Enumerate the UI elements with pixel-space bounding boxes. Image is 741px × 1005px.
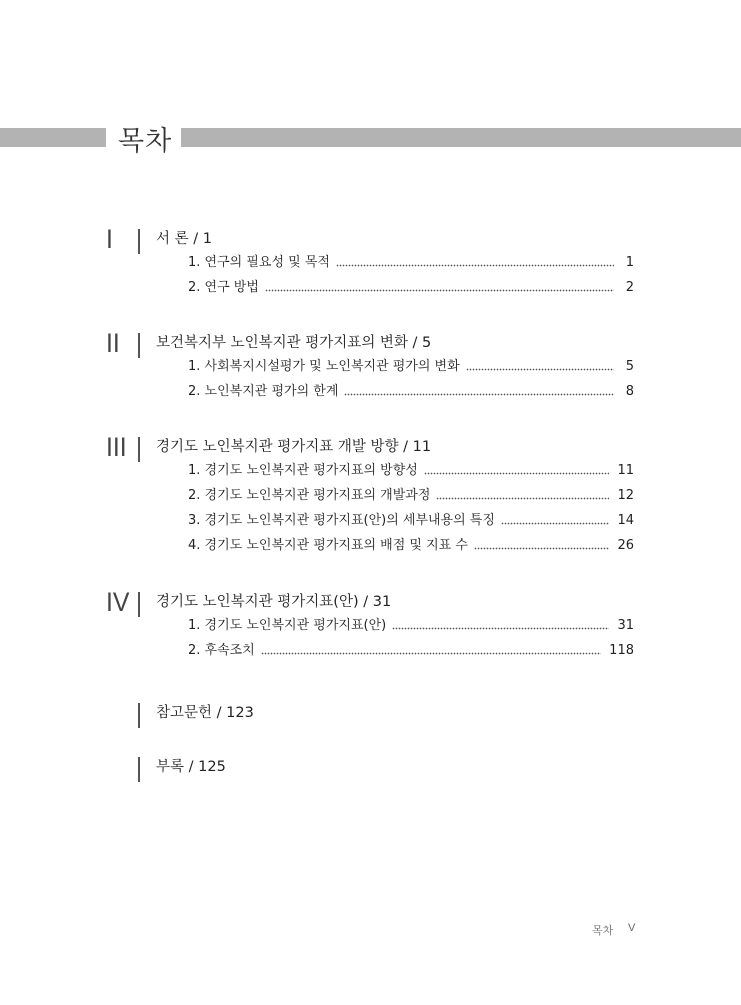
page-title: 목차 xyxy=(118,126,173,157)
part-numeral-3: III xyxy=(106,432,127,462)
part-numeral-4: IV xyxy=(106,587,130,617)
toc-entry-page: 1 xyxy=(625,255,634,270)
toc-entry[interactable] xyxy=(188,510,634,528)
toc-entry[interactable] xyxy=(188,356,634,374)
part-divider-3 xyxy=(138,437,140,462)
toc-entry-label: 4. 경기도 노인복지관 평가지표의 배점 및 지표 수 xyxy=(188,538,468,553)
toc-entry[interactable] xyxy=(188,615,634,633)
title-bar-right xyxy=(181,128,741,147)
references-title[interactable]: 참고문헌 / 123 xyxy=(156,705,254,721)
toc-entry-page: 118 xyxy=(609,643,634,658)
toc-entry-label: 2. 노인복지관 평가의 한계 xyxy=(188,384,339,399)
part-title-3[interactable]: 경기도 노인복지관 평가지표 개발 방향 / 11 xyxy=(156,439,432,455)
dot-leader xyxy=(474,542,610,550)
references-divider xyxy=(138,703,140,728)
part-divider-2 xyxy=(138,333,140,358)
toc-entry[interactable] xyxy=(188,535,634,553)
toc-entry[interactable] xyxy=(188,485,634,503)
dot-leader xyxy=(336,259,614,267)
toc-entry[interactable] xyxy=(188,381,634,399)
part-title-1[interactable]: 서 론 / 1 xyxy=(156,231,212,247)
toc-entry-page: 26 xyxy=(617,538,634,553)
toc-entry-page: 31 xyxy=(617,618,634,633)
toc-entry-label: 2. 연구 방법 xyxy=(188,280,259,295)
toc-entry[interactable] xyxy=(188,640,634,658)
part-numeral-1: I xyxy=(106,224,113,254)
dot-leader xyxy=(344,388,614,396)
footer-page-number: V xyxy=(628,922,636,934)
toc-entry-label: 3. 경기도 노인복지관 평가지표(안)의 세부내용의 특징 xyxy=(188,513,495,528)
toc-entry-page: 11 xyxy=(617,463,634,478)
appendix-title[interactable]: 부록 / 125 xyxy=(156,759,226,775)
appendix-divider xyxy=(138,757,140,782)
toc-entry-label: 1. 경기도 노인복지관 평가지표의 방향성 xyxy=(188,463,418,478)
toc-entry[interactable] xyxy=(188,460,634,478)
dot-leader xyxy=(436,492,609,500)
part-divider-4 xyxy=(138,592,140,617)
toc-entry-page: 14 xyxy=(617,513,634,528)
toc-entry-page: 12 xyxy=(617,488,634,503)
toc-entry[interactable] xyxy=(188,277,634,295)
dot-leader xyxy=(265,284,614,292)
part-title-2[interactable]: 보건복지부 노인복지관 평가지표의 변화 / 5 xyxy=(156,335,432,351)
toc-entry-page: 2 xyxy=(625,280,634,295)
footer-section-label: 목차 xyxy=(592,924,614,937)
dot-leader xyxy=(424,467,610,475)
part-numeral-2: II xyxy=(106,328,120,358)
title-bar-left xyxy=(0,128,106,147)
dot-leader xyxy=(261,647,601,655)
dot-leader xyxy=(392,622,609,630)
toc-entry-label: 2. 경기도 노인복지관 평가지표의 개발과정 xyxy=(188,488,431,503)
toc-entry-label: 2. 후속조치 xyxy=(188,643,255,658)
part-divider-1 xyxy=(138,229,140,254)
toc-entry-label: 1. 경기도 노인복지관 평가지표(안) xyxy=(188,618,387,633)
toc-entry[interactable] xyxy=(188,252,634,270)
toc-entry-label: 1. 사회복지시설평가 및 노인복지관 평가의 변화 xyxy=(188,359,460,374)
dot-leader xyxy=(466,363,614,371)
toc-entry-label: 1. 연구의 필요성 및 목적 xyxy=(188,255,330,270)
toc-entry-page: 8 xyxy=(625,384,634,399)
part-title-4[interactable]: 경기도 노인복지관 평가지표(안) / 31 xyxy=(156,594,392,610)
toc-entry-page: 5 xyxy=(625,359,634,374)
dot-leader xyxy=(501,517,610,525)
